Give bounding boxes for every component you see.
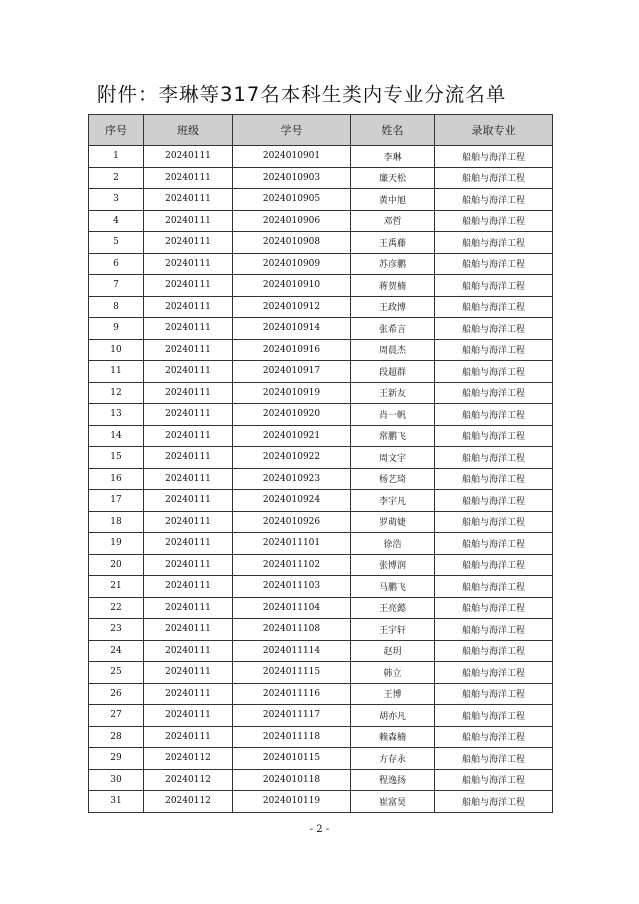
cell-index: 13 [89,404,144,426]
table-row [89,490,553,512]
table-row [89,533,553,555]
cell-name: 赖森楠 [351,726,435,748]
cell-student-id: 2024010920 [233,404,351,426]
cell-class: 20240111 [144,146,233,168]
cell-class: 20240111 [144,662,233,684]
cell-name: 张希言 [351,318,435,340]
cell-index: 10 [89,339,144,361]
cell-major: 船舶与海洋工程 [435,726,553,748]
cell-major: 船舶与海洋工程 [435,597,553,619]
table-row [89,597,553,619]
cell-name: 崔富昊 [351,791,435,813]
cell-index: 2 [89,167,144,189]
cell-major: 船舶与海洋工程 [435,296,553,318]
cell-major: 船舶与海洋工程 [435,210,553,232]
cell-name: 王亮懿 [351,597,435,619]
cell-index: 17 [89,490,144,512]
cell-student-id: 2024010909 [233,253,351,275]
table-row [89,318,553,340]
cell-major: 船舶与海洋工程 [435,554,553,576]
cell-class: 20240111 [144,533,233,555]
cell-class: 20240111 [144,705,233,727]
cell-student-id: 2024010916 [233,339,351,361]
cell-student-id: 2024010905 [233,189,351,211]
cell-student-id: 2024010119 [233,791,351,813]
cell-student-id: 2024010926 [233,511,351,533]
cell-index: 31 [89,791,144,813]
cell-name: 罗萌婕 [351,511,435,533]
cell-name: 韩立 [351,662,435,684]
cell-index: 1 [89,146,144,168]
cell-class: 20240111 [144,468,233,490]
cell-class: 20240111 [144,490,233,512]
cell-name: 王禹藤 [351,232,435,254]
table-row [89,296,553,318]
table-row [89,146,553,168]
table-row [89,468,553,490]
cell-major: 船舶与海洋工程 [435,468,553,490]
cell-student-id: 2024011118 [233,726,351,748]
cell-student-id: 2024010906 [233,210,351,232]
table-row [89,769,553,791]
cell-major: 船舶与海洋工程 [435,232,553,254]
cell-student-id: 2024011114 [233,640,351,662]
cell-index: 28 [89,726,144,748]
cell-student-id: 2024010917 [233,361,351,383]
cell-index: 8 [89,296,144,318]
table-row [89,189,553,211]
cell-index: 6 [89,253,144,275]
cell-name: 李宇凡 [351,490,435,512]
cell-name: 杨艺琦 [351,468,435,490]
cell-class: 20240111 [144,361,233,383]
cell-index: 27 [89,705,144,727]
cell-class: 20240111 [144,619,233,641]
cell-student-id: 2024011115 [233,662,351,684]
header-index: 序号 [89,115,144,146]
table-row [89,640,553,662]
cell-major: 船舶与海洋工程 [435,683,553,705]
cell-class: 20240111 [144,232,233,254]
cell-major: 船舶与海洋工程 [435,791,553,813]
cell-class: 20240111 [144,726,233,748]
cell-student-id: 2024010118 [233,769,351,791]
page-number: - 2 - [309,824,330,835]
cell-index: 19 [89,533,144,555]
table-row [89,791,553,813]
cell-student-id: 2024011117 [233,705,351,727]
cell-student-id: 2024010922 [233,447,351,469]
cell-index: 14 [89,425,144,447]
cell-index: 23 [89,619,144,641]
cell-name: 程逸扬 [351,769,435,791]
cell-index: 22 [89,597,144,619]
cell-major: 船舶与海洋工程 [435,361,553,383]
table-row [89,511,553,533]
table-row [89,167,553,189]
cell-name: 李琳 [351,146,435,168]
cell-class: 20240111 [144,253,233,275]
cell-index: 4 [89,210,144,232]
cell-major: 船舶与海洋工程 [435,318,553,340]
cell-name: 胡亦凡 [351,705,435,727]
table-body [89,146,553,813]
cell-name: 廉天松 [351,167,435,189]
cell-name: 马鹏飞 [351,576,435,598]
cell-index: 24 [89,640,144,662]
header-major: 录取专业 [435,115,553,146]
table-row [89,748,553,770]
cell-index: 3 [89,189,144,211]
cell-major: 船舶与海洋工程 [435,662,553,684]
cell-student-id: 2024010924 [233,490,351,512]
cell-major: 船舶与海洋工程 [435,189,553,211]
table-row [89,619,553,641]
cell-class: 20240112 [144,748,233,770]
cell-name: 方存永 [351,748,435,770]
cell-major: 船舶与海洋工程 [435,748,553,770]
cell-class: 20240111 [144,339,233,361]
cell-class: 20240111 [144,167,233,189]
cell-index: 11 [89,361,144,383]
cell-index: 12 [89,382,144,404]
cell-major: 船舶与海洋工程 [435,511,553,533]
cell-class: 20240111 [144,683,233,705]
cell-class: 20240111 [144,296,233,318]
table-row [89,705,553,727]
cell-index: 30 [89,769,144,791]
cell-student-id: 2024010115 [233,748,351,770]
table-row [89,253,553,275]
table-row [89,210,553,232]
cell-major: 船舶与海洋工程 [435,447,553,469]
cell-major: 船舶与海洋工程 [435,576,553,598]
cell-index: 5 [89,232,144,254]
cell-student-id: 2024010923 [233,468,351,490]
cell-major: 船舶与海洋工程 [435,253,553,275]
cell-index: 25 [89,662,144,684]
cell-student-id: 2024010901 [233,146,351,168]
cell-class: 20240111 [144,275,233,297]
cell-student-id: 2024011102 [233,554,351,576]
cell-name: 黄中旭 [351,189,435,211]
cell-student-id: 2024010919 [233,382,351,404]
cell-class: 20240111 [144,382,233,404]
cell-student-id: 2024011108 [233,619,351,641]
cell-class: 20240111 [144,189,233,211]
document-title: 附件：李琳等317名本科生类内专业分流名单 [97,83,507,106]
cell-student-id: 2024010912 [233,296,351,318]
cell-class: 20240111 [144,640,233,662]
cell-student-id: 2024011103 [233,576,351,598]
cell-name: 徐浩 [351,533,435,555]
cell-name: 苏彦鹏 [351,253,435,275]
cell-major: 船舶与海洋工程 [435,382,553,404]
cell-class: 20240111 [144,576,233,598]
cell-class: 20240111 [144,511,233,533]
cell-name: 张博润 [351,554,435,576]
cell-student-id: 2024010921 [233,425,351,447]
cell-index: 18 [89,511,144,533]
header-class: 班级 [144,115,233,146]
cell-name: 周文宇 [351,447,435,469]
cell-name: 肖一帆 [351,404,435,426]
cell-major: 船舶与海洋工程 [435,275,553,297]
cell-name: 赵玥 [351,640,435,662]
cell-student-id: 2024010914 [233,318,351,340]
table-row [89,382,553,404]
header-name: 姓名 [351,115,435,146]
cell-index: 15 [89,447,144,469]
cell-major: 船舶与海洋工程 [435,490,553,512]
cell-index: 9 [89,318,144,340]
student-list-table [88,114,553,813]
cell-index: 29 [89,748,144,770]
cell-class: 20240111 [144,554,233,576]
cell-student-id: 2024011101 [233,533,351,555]
cell-index: 21 [89,576,144,598]
cell-name: 周晨杰 [351,339,435,361]
cell-index: 7 [89,275,144,297]
cell-major: 船舶与海洋工程 [435,404,553,426]
cell-class: 20240111 [144,447,233,469]
cell-name: 邓哲 [351,210,435,232]
cell-major: 船舶与海洋工程 [435,425,553,447]
cell-major: 船舶与海洋工程 [435,339,553,361]
table-row [89,425,553,447]
cell-name: 王政博 [351,296,435,318]
cell-student-id: 2024011116 [233,683,351,705]
cell-name: 常鹏飞 [351,425,435,447]
table-row [89,726,553,748]
cell-index: 16 [89,468,144,490]
cell-class: 20240111 [144,597,233,619]
cell-index: 20 [89,554,144,576]
cell-student-id: 2024010903 [233,167,351,189]
table-row [89,361,553,383]
cell-student-id: 2024010910 [233,275,351,297]
header-student-id: 学号 [233,115,351,146]
cell-student-id: 2024011104 [233,597,351,619]
cell-class: 20240111 [144,318,233,340]
cell-major: 船舶与海洋工程 [435,769,553,791]
cell-class: 20240111 [144,404,233,426]
cell-name: 王博 [351,683,435,705]
cell-name: 段超群 [351,361,435,383]
cell-name: 王宇轩 [351,619,435,641]
cell-major: 船舶与海洋工程 [435,146,553,168]
cell-class: 20240112 [144,791,233,813]
cell-name: 王新友 [351,382,435,404]
table-row [89,275,553,297]
table-row [89,554,553,576]
cell-student-id: 2024010908 [233,232,351,254]
table-header-row [89,115,553,146]
cell-major: 船舶与海洋工程 [435,705,553,727]
table-row [89,662,553,684]
table-row [89,404,553,426]
cell-class: 20240111 [144,425,233,447]
table-row [89,683,553,705]
cell-class: 20240111 [144,210,233,232]
table-row [89,232,553,254]
cell-major: 船舶与海洋工程 [435,533,553,555]
cell-index: 26 [89,683,144,705]
table-row [89,576,553,598]
table-row [89,447,553,469]
cell-class: 20240112 [144,769,233,791]
cell-name: 蒋贺楠 [351,275,435,297]
cell-major: 船舶与海洋工程 [435,619,553,641]
cell-major: 船舶与海洋工程 [435,640,553,662]
table-row [89,339,553,361]
cell-major: 船舶与海洋工程 [435,167,553,189]
